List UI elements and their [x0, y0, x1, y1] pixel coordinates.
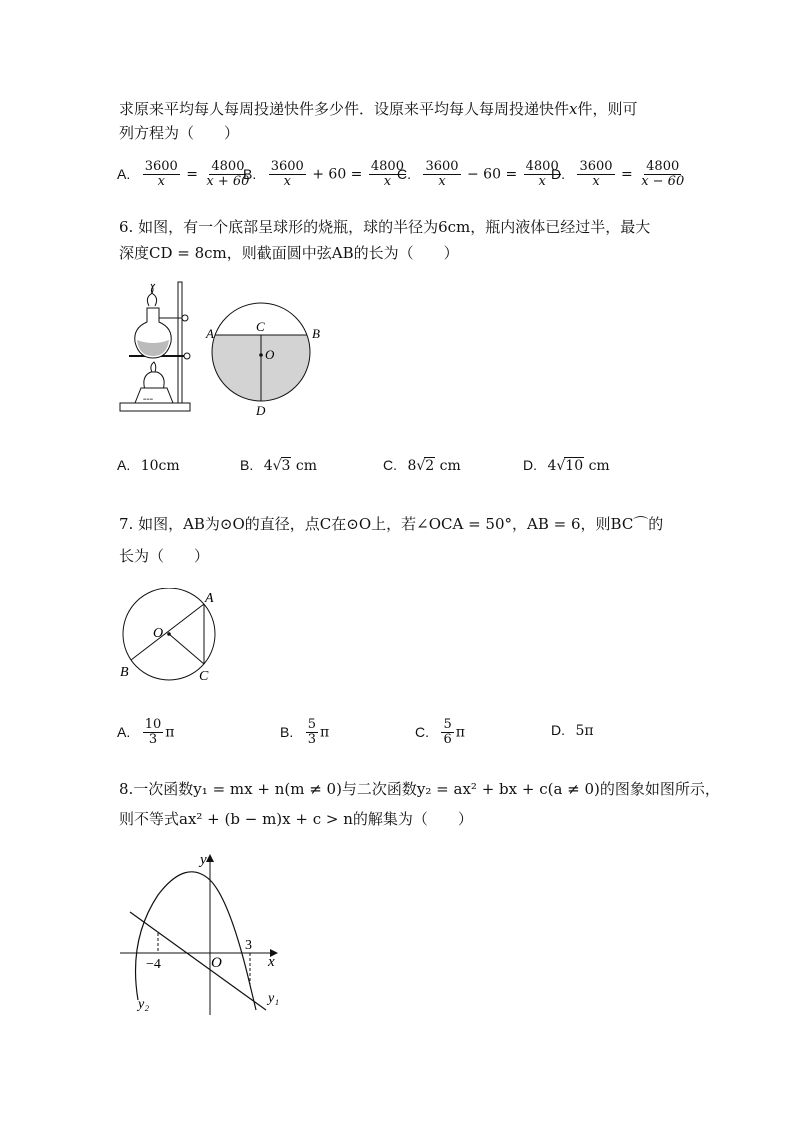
sqrt-sign: √ [416, 458, 426, 474]
radicand: 2 [425, 458, 435, 474]
q5-stem-text2: 列方程为（ ） [119, 124, 240, 142]
label-b: B [312, 326, 320, 341]
pi-symbol: π [455, 724, 465, 741]
q8-figure [118, 850, 298, 1020]
q7-figure [115, 588, 225, 688]
fraction: $\frac{10}{3}$ [144, 717, 162, 747]
label-a: A [206, 326, 214, 341]
option-label: A. [117, 457, 131, 473]
q5-option-b[interactable] [243, 160, 408, 189]
label-y2: y₂ [138, 997, 150, 1012]
label-o: O [265, 347, 275, 362]
q7-option-b[interactable] [280, 718, 329, 747]
option-value: 10cm [140, 458, 180, 474]
center-point [167, 632, 171, 636]
q6-stem-line2 [119, 242, 459, 263]
segment-oc [169, 634, 204, 664]
operator: = [186, 166, 198, 183]
q5-stem-line2 [119, 122, 239, 143]
q7-stem-text2: 长为（ ） [119, 547, 210, 565]
q7-stem-text: 7. 如图，AB为⊙O的直径，点C在⊙O上，若∠OCA = 50°，AB = 6，则BC⌒的 [119, 515, 664, 533]
fraction: $\frac{3600}{x}$ [144, 159, 178, 189]
label-o: O [153, 626, 164, 641]
fraction: $\frac{4800}{x + 60}$ [206, 159, 250, 189]
label-b: B [120, 665, 129, 680]
coefficient: 8 [407, 458, 417, 474]
option-label: B. [280, 723, 294, 740]
q7-option-c[interactable] [415, 718, 465, 747]
pi-symbol: π [319, 724, 330, 741]
q6-stem-text: 6. 如图，有一个底部呈球形的烧瓶，球的半径为6cm，瓶内液体已经过半，最大 [119, 218, 651, 236]
q6-option-a[interactable] [117, 457, 180, 474]
q8-stem-line2 [119, 808, 473, 829]
fraction: $\frac{3600}{x}$ [579, 159, 613, 189]
q5-option-d[interactable] [551, 160, 688, 189]
option-value: 5π [575, 723, 594, 739]
q5-stem-line1 [119, 98, 638, 119]
label-d: D [256, 403, 266, 418]
q6-option-c[interactable] [383, 457, 461, 474]
flame [151, 362, 156, 372]
operator: = [621, 166, 633, 183]
burner-top [144, 372, 164, 390]
label-o: O [211, 955, 222, 971]
svg-text:≡≡≡: ≡≡≡ [143, 397, 154, 403]
coefficient: 4 [547, 458, 557, 474]
q6-stem-line1 [119, 216, 650, 237]
q5-option-c[interactable] [397, 160, 563, 189]
flask-apparatus-drawing [120, 282, 190, 411]
q6-option-b[interactable] [240, 457, 317, 474]
fraction: $\frac{4800}{x}$ [370, 159, 404, 189]
coefficient: 4 [263, 458, 273, 474]
q5-stem-text: 求原来平均每人每周投递快件多少件．设原来平均每人每周投递快件 [119, 100, 570, 118]
option-label: A. [117, 165, 131, 182]
unit: cm [439, 458, 461, 474]
operator: − 60 = [467, 166, 518, 183]
operator: + 60 = [312, 166, 363, 183]
fraction: $\frac{5}{3}$ [307, 717, 316, 747]
option-label: C. [397, 165, 411, 182]
unit: cm [295, 458, 318, 474]
option-label: D. [523, 457, 537, 473]
q8-stem-text: 8.一次函数y₁ = mx + n(m ≠ 0)与二次函数y₂ = ax² + bx + c(a ≠ 0)的图象如图所示， [119, 780, 720, 798]
sqrt-sign: √ [272, 458, 282, 474]
label-c: C [199, 669, 209, 684]
label-c: C [256, 319, 265, 334]
fraction: $\frac{4800}{x}$ [525, 159, 559, 189]
radicand: 3 [281, 458, 291, 474]
q5-option-a[interactable] [117, 160, 253, 189]
label-neg4: −4 [146, 957, 161, 972]
label-three: 3 [245, 938, 252, 953]
stand-pole [178, 282, 182, 403]
steam-2 [151, 284, 156, 306]
q7-stem-line2 [119, 545, 209, 566]
option-label: B. [240, 457, 254, 473]
fraction: $\frac{5}{6}$ [443, 717, 452, 747]
label-y1: y₁ [268, 991, 280, 1006]
q8-stem-text2: 则不等式ax² + (b − m)x + c > n的解集为（ ） [119, 810, 473, 828]
q6-stem-text2: 深度CD = 8cm，则截面圆中弦AB的长为（ ） [119, 244, 459, 262]
center-point-o [259, 353, 263, 357]
q7-stem-line1 [119, 513, 663, 534]
diameter-ab [131, 604, 204, 660]
label-a: A [205, 591, 214, 606]
label-x: x [268, 954, 275, 970]
stand-base [120, 403, 190, 411]
q8-stem-line1 [119, 778, 720, 799]
sqrt-sign: √ [556, 458, 566, 474]
q6-option-d[interactable] [523, 457, 610, 474]
burner-base [135, 388, 173, 403]
option-label: C. [415, 723, 429, 740]
radicand: 10 [565, 458, 584, 474]
q5-stem-end: 件，则可 [577, 100, 638, 118]
fraction: $\frac{3600}{x}$ [425, 159, 459, 189]
q7-option-d[interactable] [551, 722, 594, 739]
q5-var-x: x [569, 100, 578, 118]
option-label: A. [117, 723, 131, 740]
q6-figure [115, 280, 330, 425]
pi-symbol: π [165, 724, 175, 741]
option-label: D. [551, 165, 565, 182]
fraction: $\frac{3600}{x}$ [270, 159, 304, 189]
flask-cross-section [205, 303, 320, 418]
option-label: C. [383, 457, 397, 473]
unit: cm [588, 458, 610, 474]
option-label: D. [551, 722, 565, 738]
option-label: B. [243, 165, 257, 182]
label-y: y [200, 852, 207, 868]
fraction: $\frac{4800}{x - 60}$ [641, 159, 685, 189]
q7-option-a[interactable] [117, 718, 174, 747]
